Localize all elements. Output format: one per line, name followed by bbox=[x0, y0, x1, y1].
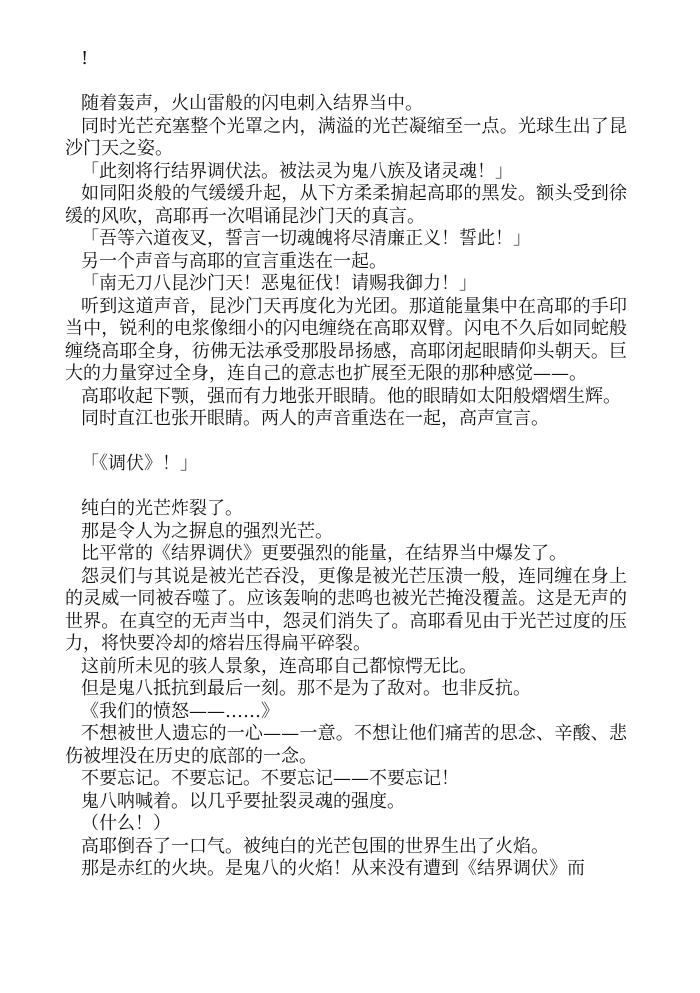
paragraph: 如同阳炎般的气缓缓升起，从下方柔柔掮起高耶的黑发。额头受到徐缓的风吹，高耶再一次唱诵昆沙门天的真言。 bbox=[65, 183, 627, 227]
paragraph: 「《调伏》！」 bbox=[81, 453, 198, 474]
paragraph: 这前所未见的骇人景象，连高耶自己都惊愕无比。 bbox=[81, 655, 477, 677]
blank-line bbox=[65, 431, 627, 454]
paragraph: 比平常的《结界调伏》更要强烈的能量，在结界当中爆发了。 bbox=[81, 543, 567, 564]
paragraph: 但是鬼八抵抗到最后一刻。那不是为了敌对。也非反抗。 bbox=[81, 678, 531, 699]
blank-line bbox=[65, 71, 627, 94]
paragraph: 不想被世人遗忘的一心——一意。不想让他们痛苦的思念、辛酸、悲伤被埋没在历史的底部的一念。 bbox=[65, 723, 627, 767]
paragraph: 「此刻将行结界调伏法。被法灵为鬼八族及诸灵魂！」 bbox=[81, 160, 513, 182]
paragraph: 同时直江也张开眼睛。两人的声音重迭在一起，高声宣言。 bbox=[81, 408, 549, 429]
paragraph: 鬼八呐喊着。以几乎要扯裂灵魂的强度。 bbox=[81, 790, 405, 812]
paragraph: 不要忘记。不要忘记。不要忘记——不要忘记！ bbox=[81, 768, 459, 789]
paragraph: 高耶收起下颚，强而有力地张开眼睛。他的眼睛如太阳般熠熠生辉。 bbox=[81, 385, 621, 407]
blank-line bbox=[65, 476, 627, 499]
paragraph: 那是令人为之摒息的强烈光芒。 bbox=[81, 520, 333, 542]
paragraph: 「南无刀八昆沙门天！恶鬼征伐！请赐我御力！」 bbox=[81, 273, 477, 294]
paragraph: 《我们的愤怒——……》 bbox=[81, 700, 279, 722]
paragraph: 「吾等六道夜叉，誓言一切魂魄将尽清廉正义！誓此！」 bbox=[81, 228, 531, 249]
paragraph: 随着轰声，火山雷般的闪电刺入结界当中。 bbox=[81, 93, 423, 114]
paragraph: 纯白的光芒炸裂了。 bbox=[81, 498, 243, 519]
paragraph: 怨灵们与其说是被光芒吞没，更像是被光芒压溃一般，连同缠在身上的灵威一同被吞噬了。应该轰响的悲鸣也被光芒掩没覆盖。这是无声的世界。在真空的无声当中，怨灵们消失了。高耶看见由于光芒过度的压力，将快要冷却的熔岩压得扁平碎裂。 bbox=[65, 565, 627, 654]
paragraph: 听到这道声音，昆沙门天再度化为光团。那道能量集中在高耶的手印当中，锐利的电浆像细小的闪电缠绕在高耶双臂。闪电不久后如同蛇般缠绕高耶全身，彷佛无法承受那股昂扬感，高耶闭起眼睛仰头朝天。巨大的力量穿过全身，连自己的意志也扩展至无限的那种感觉——。 bbox=[65, 295, 627, 384]
paragraph: 那是赤红的火块。是鬼八的火焰！从来没有遭到《结界调伏》而 bbox=[81, 858, 585, 879]
paragraph: （什么！） bbox=[81, 813, 171, 834]
document-page bbox=[65, 48, 627, 881]
paragraph: 另一个声音与高耶的宣言重迭在一起。 bbox=[81, 250, 387, 272]
paragraph: 同时光芒充塞整个光罩之内，满溢的光芒凝缩至一点。光球生出了昆沙门天之姿。 bbox=[65, 115, 627, 159]
exclamation-line: ! bbox=[81, 48, 89, 69]
paragraph: 高耶倒吞了一口气。被纯白的光芒包围的世界生出了火焰。 bbox=[81, 835, 549, 857]
